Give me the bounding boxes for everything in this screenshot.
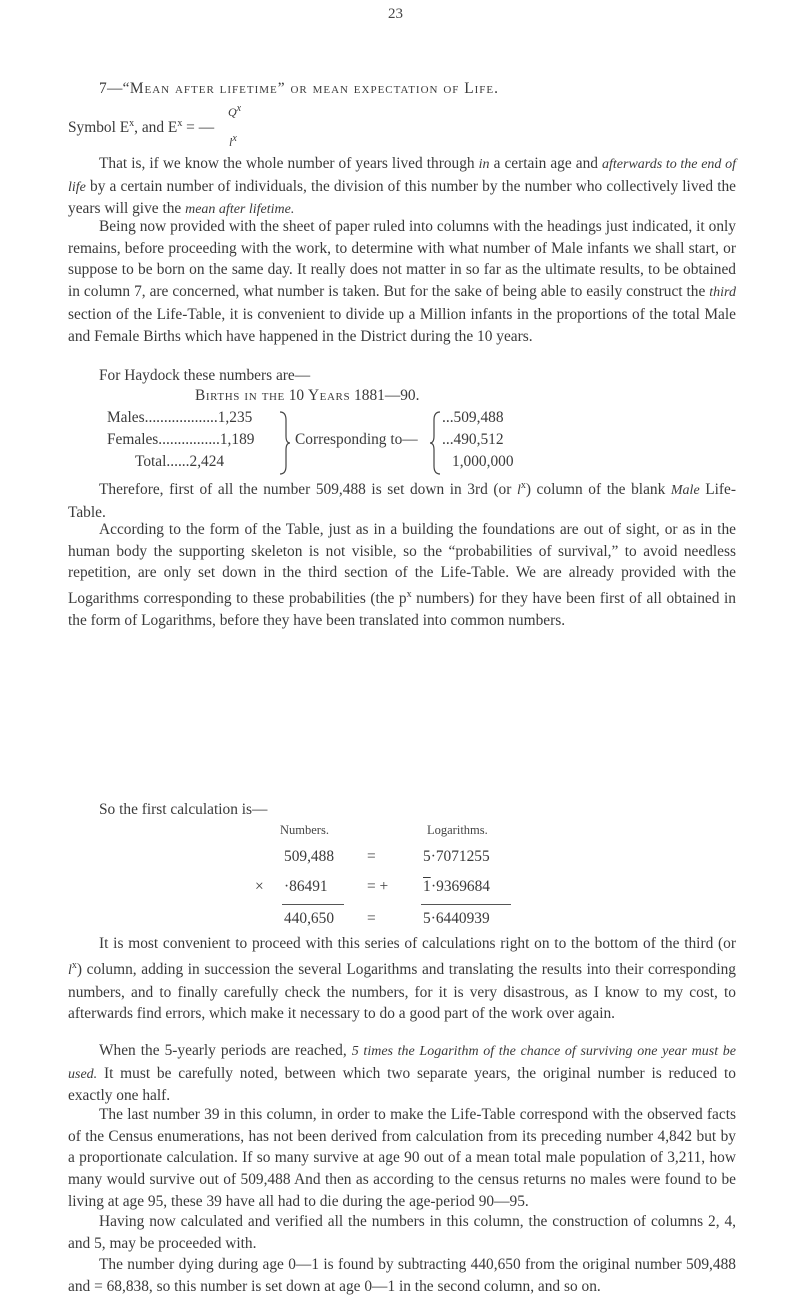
corresponding-total: 1,000,000 xyxy=(452,453,514,470)
heading-prefix: 7—“ xyxy=(99,80,130,97)
births-table-title: Births in the 10 Years 1881—90. xyxy=(195,387,420,404)
paragraph-columns: Having now calculated and verified all the numbers in this column, the construction of columns 2, 4, and 5, may be proceeded with. xyxy=(68,1213,736,1252)
paragraph-first-calculation-label: So the first calculation is— xyxy=(99,801,268,818)
paragraph-dying: The number dying during age 0—1 is found by subtracting 440,650 from the original number 509,488 and = 68,838, so this number is set down at age 0—1 in the second column, and so on. xyxy=(68,1256,736,1295)
calc-row2-bar-digit: 1 xyxy=(423,878,431,895)
calc-row3-log: 5·6440939 xyxy=(423,910,490,927)
left-brace-icon xyxy=(428,410,442,476)
paragraph-million-infants: Being now provided with the sheet of paper ruled into columns with the headings just indicated, it only remains, before proceeding with the work, to determine with what number of Male infants we shall start, or suppose to be born on the same day. It really does not matter in so far as the ultimate results, to be obtained in column 7, are concerned, what number is taken. But for the sake of being able to easily construct the third section of the Life-Table, it is convenient to divide up a Million infants in the proportions of the total Male and Female Births which have happened in the District during the 10 years. xyxy=(68,218,736,345)
corresponding-females: ...490,512 xyxy=(442,431,504,448)
calc-row2-log: ·9369684 xyxy=(431,878,490,895)
calc-row2-equals: = + xyxy=(367,878,389,895)
right-brace-icon xyxy=(278,410,292,476)
paragraph-therefore: Therefore, first of all the number 509,488 is set down in 3rd (or $l^x$) column of the blank Male Life-Table. xyxy=(68,480,737,521)
births-row-total: Total......2,424 xyxy=(135,453,225,470)
calc-row1-equals: = xyxy=(367,848,376,865)
corresponding-label: Corresponding to— xyxy=(295,431,418,448)
paragraph-last-number: The last number 39 in this column, in order to make the Life-Table correspond with the observed facts of the Census enumerations, has not been derived from calculation from its preceding number 4,842 but by a proportionate calculation. If so many survive at age 90 out of a mean total male population of 3,211, how many would survive out of 509,488 And then as according to the census returns no males were found to be living at age 95, these 39 have all had to die during the age-period 90—95. xyxy=(68,1106,736,1210)
paragraph-five-yearly: When the 5-yearly periods are reached, 5 times the Logarithm of the chance of surviving one year must be used. It must be carefully noted, between which two separate years, the original number is reduced to exactly one half. xyxy=(68,1042,736,1105)
fraction-denominator: $l^x$ xyxy=(229,133,237,149)
column-head-numbers: Numbers. xyxy=(280,823,329,837)
column-head-logarithms: Logarithms. xyxy=(427,823,488,837)
paragraph-foundations: According to the form of the Table, just as in a building the foundations are out of sight, or as in the human body the supporting skeleton is not visible, so the “probabilities of survival,” to avoid needless repetition, are only set down in the third section of the Life-Table. We are already provided with the Logarithms corresponding to these probabilities (the $p^x$ numbers) for they have been first of all obtained in the form of Logarithms, before they have been translated into common numbers. xyxy=(68,521,736,629)
calc-rule-numbers xyxy=(282,904,344,905)
births-row-males: Males...................1,235 xyxy=(107,409,253,426)
calc-row3-equals: = xyxy=(367,910,376,927)
heading-title: Mean after lifetime xyxy=(129,80,278,97)
calc-row3-number: 440,650 xyxy=(284,910,335,927)
calc-row2-operator: × xyxy=(255,878,264,895)
heading-suffix: ” or mean expectation of Life. xyxy=(277,80,499,97)
corresponding-males: ...509,488 xyxy=(442,409,504,426)
symbol-line: Symbol $E^x$, and $E^x$ = — xyxy=(68,118,215,137)
calc-row1-log: 5·7071255 xyxy=(423,848,490,865)
paragraph-definition: That is, if we know the whole number of years lived through in a certain age and afterwards to the end of life by a certain number of individuals, the division of this number by the number who collectively lived the years will give the mean after lifetime. xyxy=(68,155,736,218)
paragraph-proceed: It is most convenient to proceed with this series of calculations right on to the bottom of the third (or $l^x$) column, adding in succession the several Logarithms and translating the results into their corresponding numbers, and to finally carefully check the numbers, for it is very disastrous, as I know to my cost, to afterwards find errors, which make it necessary to do a good part of the work over again. xyxy=(68,935,736,1023)
section-heading xyxy=(99,80,499,98)
calc-row2-number: ·86491 xyxy=(284,878,328,895)
page-number: 23 xyxy=(388,6,403,22)
fraction-numerator: $Q^x$ xyxy=(228,103,242,119)
calc-rule-logs xyxy=(421,904,511,905)
paragraph-haydock: For Haydock these numbers are— xyxy=(99,367,311,384)
births-row-females: Females................1,189 xyxy=(107,431,255,448)
calc-row1-number: 509,488 xyxy=(284,848,335,865)
